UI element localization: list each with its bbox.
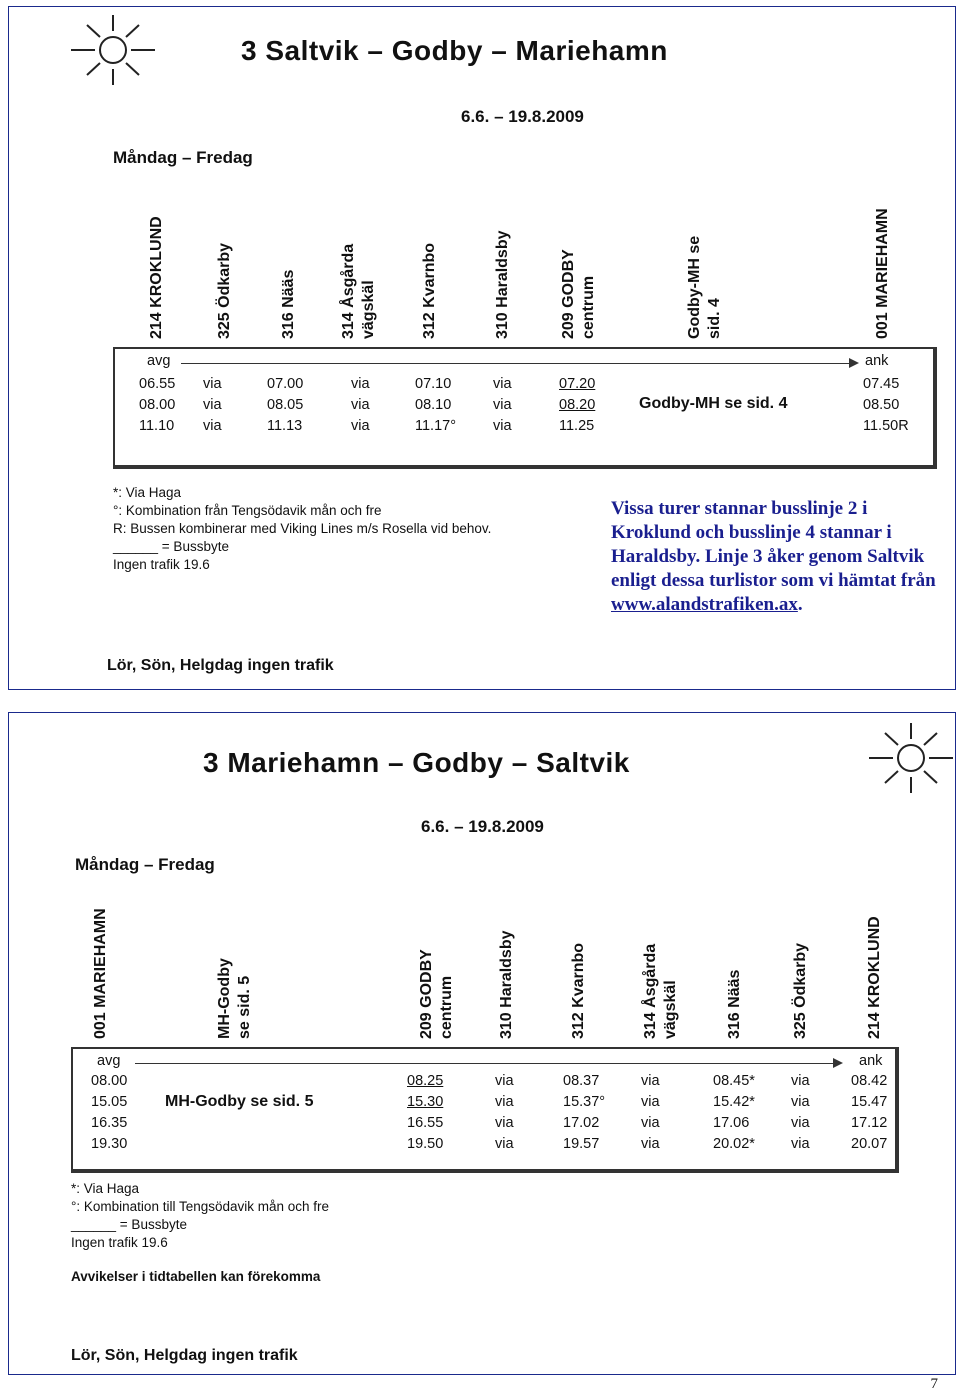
time-cell: via [495, 1136, 514, 1152]
time-cell: 07.10 [415, 376, 452, 392]
stop-label: 316 Nääs [726, 969, 743, 1039]
time-cell: via [495, 1073, 514, 1089]
stop-label: 325 Ödkarby [792, 942, 809, 1039]
validity-period: 6.6. – 19.8.2009 [461, 107, 584, 126]
caption-end: . [797, 594, 803, 615]
time-cell: 19.30 [91, 1136, 128, 1152]
legend-note: °: Kombination från Tengsödavik mån och fre [113, 503, 382, 518]
time-cell: 20.02* [713, 1136, 755, 1152]
time-cell: 07.20 [559, 376, 596, 392]
stop-label: 314 Åsgårda vägskäl [642, 943, 679, 1039]
time-cell: 19.50 [407, 1136, 444, 1152]
operating-days: Måndag – Fredag [75, 855, 215, 874]
time-cell: 16.55 [407, 1115, 444, 1131]
legend-note: ______ = Bussbyte [113, 539, 229, 554]
time-cell: 17.02 [563, 1115, 600, 1131]
time-cell: via [641, 1094, 660, 1110]
stop-label: MH-Godby se sid. 5 [216, 958, 253, 1039]
time-cell: 07.00 [267, 376, 304, 392]
route-title: 3 Mariehamn – Godby – Saltvik [203, 747, 630, 778]
timetable-panel-mariehamn-saltvik [8, 712, 956, 1375]
time-cell: via [791, 1094, 810, 1110]
time-cell: 11.50R [863, 418, 909, 434]
time-cell: 08.00 [91, 1073, 128, 1089]
page-number: 7 [930, 1376, 938, 1392]
time-cell: 11.17° [415, 418, 457, 434]
time-cell: 15.42* [713, 1094, 755, 1110]
legend-note: Ingen trafik 19.6 [71, 1235, 168, 1250]
route-title: 3 Saltvik – Godby – Mariehamn [241, 35, 668, 66]
time-cell: via [791, 1073, 810, 1089]
time-cell: via [351, 418, 370, 434]
time-cell: via [493, 418, 512, 434]
timetable-grid [71, 1047, 899, 1173]
time-cell: via [203, 376, 222, 392]
stop-label: 209 GODBY centrum [418, 949, 455, 1039]
continuation-note: MH-Godby se sid. 5 [165, 1093, 314, 1110]
caption-link[interactable]: www.alandstrafiken.ax [611, 594, 798, 615]
time-cell: 08.45* [713, 1073, 755, 1089]
sun-icon [67, 11, 159, 89]
direction-arrow-head [833, 1058, 843, 1068]
stop-label: 325 Ödkarby [216, 242, 233, 339]
legend-note: *: Via Haga [113, 485, 182, 500]
time-cell: 08.37 [563, 1073, 600, 1089]
time-cell: via [791, 1115, 810, 1131]
time-cell: via [203, 397, 222, 413]
caption-text [611, 497, 945, 617]
stop-label: Godby-MH se sid. 4 [686, 235, 723, 339]
time-cell: 08.42 [851, 1073, 888, 1089]
time-cell: 11.13 [267, 418, 303, 434]
stop-label: 312 Kvarnbo [421, 242, 438, 339]
legend-note: R: Bussen kombinerar med Viking Lines m/s Rosella vid behov. [113, 521, 492, 536]
stop-label: 310 Haraldsby [498, 930, 515, 1039]
time-cell: via [495, 1094, 514, 1110]
time-cell: 15.47 [851, 1094, 888, 1110]
time-cell: 08.50 [863, 397, 900, 413]
time-cell: via [493, 376, 512, 392]
time-cell: via [351, 397, 370, 413]
time-cell: 11.25 [559, 418, 595, 434]
timetable-panel-saltvik-mariehamn [8, 6, 956, 690]
stop-label: 209 GODBY centrum [560, 249, 597, 339]
time-cell: via [495, 1115, 514, 1131]
stop-label: 310 Haraldsby [494, 230, 511, 339]
stop-label: 001 MARIEHAMN [92, 908, 109, 1039]
arrival-header: ank [859, 1053, 883, 1069]
time-cell: 17.12 [851, 1115, 888, 1131]
sun-icon [865, 719, 957, 797]
stop-label: 214 KROKLUND [866, 916, 883, 1039]
legend-note: *: Via Haga [71, 1181, 140, 1196]
time-cell: 07.45 [863, 376, 900, 392]
time-cell: via [351, 376, 370, 392]
time-cell: 15.05 [91, 1094, 128, 1110]
time-cell: 08.20 [559, 397, 596, 413]
direction-arrow [135, 1063, 835, 1064]
time-cell: 15.30 [407, 1094, 444, 1110]
time-cell: 19.57 [563, 1136, 600, 1152]
direction-arrow [181, 363, 851, 364]
time-cell: 06.55 [139, 376, 176, 392]
time-cell: 16.35 [91, 1115, 128, 1131]
time-cell: 20.07 [851, 1136, 888, 1152]
time-cell: 08.00 [139, 397, 176, 413]
time-cell: 08.05 [267, 397, 304, 413]
footer-no-service: Lör, Sön, Helgdag ingen trafik [71, 1347, 298, 1364]
timetable-grid [113, 347, 937, 469]
caption-body: Vissa turer stannar busslinje 2 i Kroklund och busslinje 4 stannar i Haraldsby. Linje 3 åker genom Saltvik enligt dessa turlistor som vi hämtat från [611, 498, 936, 591]
legend-note: °: Kombination till Tengsödavik mån och fre [71, 1199, 330, 1214]
operating-days: Måndag – Fredag [113, 148, 253, 167]
departure-header: avg [97, 1053, 121, 1069]
time-cell: via [493, 397, 512, 413]
stop-label: 314 Åsgårda vägskäl [340, 243, 377, 339]
legend-note: Ingen trafik 19.6 [113, 557, 210, 572]
legend-note: ______ = Bussbyte [71, 1217, 187, 1232]
time-cell: 08.25 [407, 1073, 444, 1089]
arrival-header: ank [865, 353, 889, 369]
validity-period: 6.6. – 19.8.2009 [421, 817, 544, 836]
stop-label: 001 MARIEHAMN [874, 208, 891, 339]
time-cell: 08.10 [415, 397, 452, 413]
continuation-note: Godby-MH se sid. 4 [639, 395, 788, 412]
time-cell: via [203, 418, 222, 434]
time-cell: via [641, 1136, 660, 1152]
time-cell: 17.06 [713, 1115, 750, 1131]
time-cell: 11.10 [139, 418, 175, 434]
stop-label: 316 Nääs [280, 269, 297, 339]
time-cell: via [641, 1073, 660, 1089]
direction-arrow-head [849, 358, 859, 368]
deviation-note: Avvikelser i tidtabellen kan förekomma [71, 1269, 321, 1284]
stop-label: 312 Kvarnbo [570, 942, 587, 1039]
departure-header: avg [147, 353, 171, 369]
footer-no-service: Lör, Sön, Helgdag ingen trafik [107, 657, 334, 674]
time-cell: 15.37° [563, 1094, 606, 1110]
time-cell: via [641, 1115, 660, 1131]
stop-label: 214 KROKLUND [148, 216, 165, 339]
time-cell: via [791, 1136, 810, 1152]
